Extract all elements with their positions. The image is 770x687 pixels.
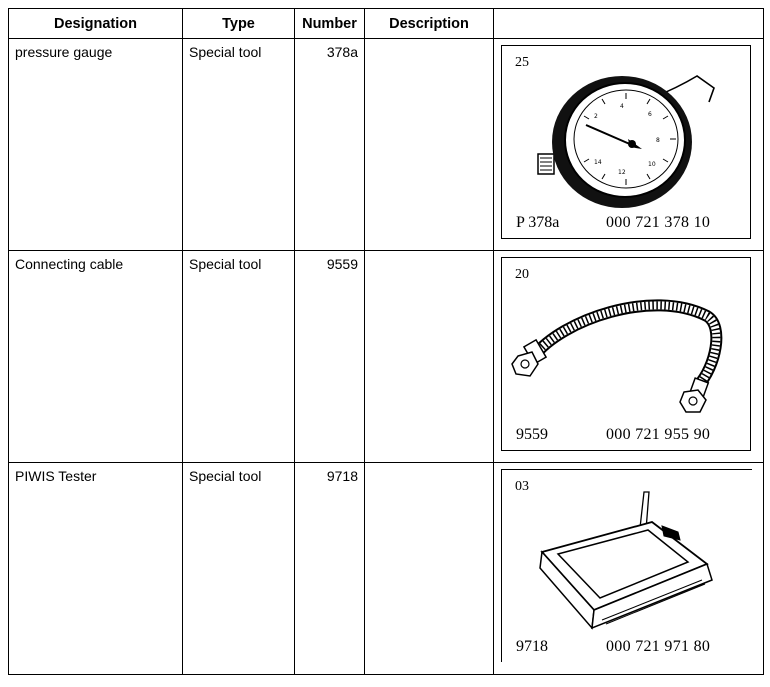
table-row [9,463,764,675]
table-row [9,39,764,251]
tablet-tester-illustration [502,470,752,662]
figure-frame [501,469,752,662]
description-text [365,251,493,261]
svg-text:12: 12 [618,169,626,176]
figure-caption-tool: 9718 [516,638,548,655]
number-text: 9718 [326,468,358,484]
table-row [9,251,764,463]
figure-index: 25 [515,55,529,70]
special-tools-table [8,8,764,675]
figure-index: 03 [515,479,529,494]
description-text [365,463,493,473]
cell-number [295,39,365,251]
figure-frame [501,257,751,451]
cell-type [183,463,295,675]
header-type: Type [183,9,295,39]
type-text: Special tool [189,44,262,60]
cell-type [183,251,295,463]
figure-caption-tool: P 378a [516,214,560,231]
number-text: 9559 [326,256,358,272]
designation-text: PIWIS Tester [15,468,97,484]
svg-text:8: 8 [656,137,660,144]
figure-frame [501,45,751,239]
cell-designation [9,39,183,251]
svg-text:14: 14 [594,159,602,166]
header-image [494,9,764,39]
header-number: Number [295,9,365,39]
figure-caption-part-number: 000 721 378 10 [606,214,711,231]
header-designation: Designation [9,9,183,39]
description-text [365,39,493,49]
cell-description [365,39,494,251]
cell-image [494,463,764,675]
number-text: 378a [326,44,358,60]
designation-text: Connecting cable [15,256,124,272]
cell-description [365,463,494,675]
svg-text:6: 6 [648,111,652,118]
svg-text:10: 10 [648,161,656,168]
type-text: Special tool [189,468,262,484]
cell-designation [9,251,183,463]
figure-caption-tool: 9559 [516,426,548,443]
designation-text: pressure gauge [15,44,113,60]
cell-type [183,39,295,251]
header-description: Description [365,9,494,39]
svg-text:2: 2 [594,113,598,120]
table-header-row [9,9,764,39]
cell-image [494,39,764,251]
cell-designation [9,463,183,675]
pressure-gauge-illustration [502,46,750,238]
svg-text:4: 4 [620,103,624,110]
cell-description [365,251,494,463]
figure-caption-part-number: 000 721 971 80 [606,638,711,655]
type-text: Special tool [189,256,262,272]
cell-image [494,251,764,463]
cell-number [295,463,365,675]
cell-number [295,251,365,463]
figure-index: 20 [515,267,529,282]
figure-caption-part-number: 000 721 955 90 [606,426,711,443]
hose-cable-illustration [502,258,750,450]
